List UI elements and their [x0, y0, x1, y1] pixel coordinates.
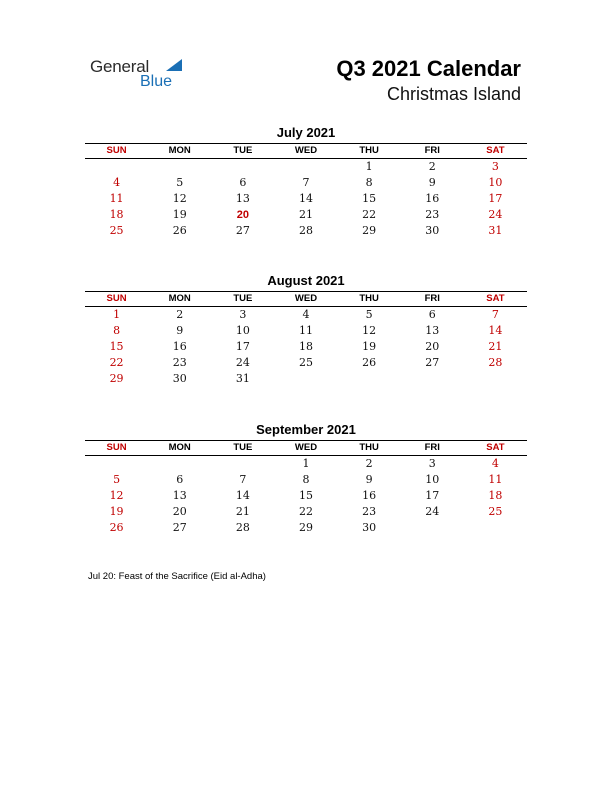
day-cell: 22: [109, 356, 124, 369]
day-cell: 28: [298, 224, 313, 237]
flag-icon: [166, 59, 182, 71]
week-row: [85, 520, 527, 536]
empty-day-cell: [274, 159, 337, 175]
day-cell: 27: [172, 521, 187, 534]
day-cell: 16: [425, 192, 440, 205]
day-cell: 2: [365, 457, 373, 470]
day-cell: 25: [109, 224, 124, 237]
day-cell: 30: [362, 521, 377, 534]
month-title: September 2021: [256, 422, 356, 437]
day-cell: 7: [302, 176, 310, 189]
day-cell: 10: [488, 176, 503, 189]
day-cell: 31: [488, 224, 503, 237]
day-cell: 3: [428, 457, 436, 470]
week-row: [85, 488, 527, 504]
month-title: August 2021: [267, 273, 345, 288]
day-cell: 23: [362, 505, 377, 518]
day-cell: 6: [239, 176, 247, 189]
weekday-label: SUN: [106, 145, 127, 156]
day-cell: 9: [428, 176, 436, 189]
day-cell: 7: [239, 473, 247, 486]
day-cell: 24: [235, 356, 250, 369]
day-cell: 17: [235, 340, 250, 353]
day-cell: 8: [365, 176, 373, 189]
day-cell: 13: [172, 489, 187, 502]
day-cell: 22: [362, 208, 377, 221]
week-row: [85, 207, 527, 223]
day-cell: 1: [302, 457, 310, 470]
brand-word-blue: Blue: [140, 73, 173, 90]
day-cell: 19: [109, 505, 124, 518]
day-cell: 9: [176, 324, 184, 337]
weekday-label: SUN: [106, 293, 127, 304]
week-row: [85, 339, 527, 355]
weekday-label: MON: [168, 442, 191, 453]
day-cell: 8: [113, 324, 121, 337]
brand-logo: [90, 56, 200, 96]
weekday-label: TUE: [233, 293, 253, 304]
holiday-notes: [88, 571, 266, 582]
day-cell: 19: [362, 340, 377, 353]
day-cell: 1: [113, 308, 121, 321]
day-cell: 27: [235, 224, 250, 237]
day-cell: 4: [491, 457, 499, 470]
day-cell: 26: [172, 224, 187, 237]
day-cell: 29: [109, 372, 124, 385]
day-cell: 14: [235, 489, 250, 502]
day-cell: 3: [239, 308, 247, 321]
weekday-label: WED: [294, 442, 318, 453]
empty-day-cell: [85, 456, 148, 472]
weekday-label: SUN: [106, 442, 127, 453]
month-july: [85, 125, 527, 239]
day-cell: 5: [176, 176, 184, 189]
weekday-header: [85, 292, 527, 307]
day-cell: 12: [362, 324, 377, 337]
day-cell: 5: [365, 308, 373, 321]
day-cell: 19: [172, 208, 187, 221]
weekday-label: WED: [294, 293, 318, 304]
weekday-label: FRI: [424, 442, 440, 453]
day-cell: 11: [298, 324, 313, 337]
day-cell: 20: [236, 209, 249, 221]
weekday-label: TUE: [233, 442, 253, 453]
week-row: [85, 456, 527, 472]
day-cell: 22: [298, 505, 313, 518]
day-cell: 3: [491, 160, 499, 173]
month-august: [85, 273, 527, 387]
weekday-label: MON: [168, 293, 191, 304]
weekday-header: [85, 441, 527, 456]
day-cell: 17: [425, 489, 440, 502]
brand-word-general: General: [90, 57, 150, 76]
weekday-label: SAT: [486, 293, 505, 304]
holiday-note: Jul 20: Feast of the Sacrifice (Eid al-Adha): [88, 571, 266, 582]
day-cell: 12: [109, 489, 124, 502]
day-cell: 2: [428, 160, 436, 173]
page-title: Q3 2021 Calendar: [336, 56, 521, 81]
empty-day-cell: [464, 371, 527, 387]
empty-day-cell: [401, 371, 464, 387]
month-september: [85, 422, 527, 536]
day-cell: 30: [425, 224, 440, 237]
day-cell: 16: [172, 340, 187, 353]
day-cell: 1: [365, 160, 373, 173]
empty-day-cell: [338, 371, 401, 387]
week-row: [85, 504, 527, 520]
day-cell: 11: [488, 473, 503, 486]
day-cell: 23: [172, 356, 187, 369]
week-row: [85, 223, 527, 239]
empty-day-cell: [211, 456, 274, 472]
week-row: [85, 323, 527, 339]
day-cell: 13: [235, 192, 250, 205]
month-weeks: [85, 159, 527, 239]
week-row: [85, 159, 527, 175]
week-row: [85, 355, 527, 371]
day-cell: 23: [425, 208, 440, 221]
day-cell: 20: [172, 505, 187, 518]
week-row: [85, 371, 527, 387]
day-cell: 28: [235, 521, 250, 534]
weekday-label: WED: [294, 145, 318, 156]
weekday-label: FRI: [424, 293, 440, 304]
day-cell: 26: [362, 356, 377, 369]
day-cell: 18: [109, 208, 124, 221]
empty-day-cell: [211, 159, 274, 175]
day-cell: 4: [302, 308, 310, 321]
day-cell: 20: [425, 340, 440, 353]
empty-day-cell: [85, 159, 148, 175]
day-cell: 17: [488, 192, 503, 205]
day-cell: 5: [113, 473, 121, 486]
day-cell: 10: [425, 473, 440, 486]
day-cell: 16: [362, 489, 377, 502]
day-cell: 15: [109, 340, 124, 353]
page-subtitle: Christmas Island: [386, 84, 521, 104]
weekday-label: MON: [168, 145, 191, 156]
day-cell: 25: [488, 505, 503, 518]
day-cell: 6: [176, 473, 184, 486]
day-cell: 15: [362, 192, 377, 205]
day-cell: 29: [362, 224, 377, 237]
weekday-label: THU: [359, 145, 379, 156]
weekday-label: FRI: [424, 145, 440, 156]
empty-day-cell: [401, 520, 464, 536]
day-cell: 6: [428, 308, 436, 321]
weekday-label: SAT: [486, 442, 505, 453]
weekday-label: TUE: [233, 145, 253, 156]
day-cell: 13: [425, 324, 440, 337]
day-cell: 10: [235, 324, 250, 337]
month-title: July 2021: [276, 125, 336, 140]
empty-day-cell: [148, 159, 211, 175]
week-row: [85, 307, 527, 323]
day-cell: 30: [172, 372, 187, 385]
day-cell: 7: [491, 308, 499, 321]
week-row: [85, 175, 527, 191]
day-cell: 25: [298, 356, 313, 369]
day-cell: 21: [298, 208, 313, 221]
weekday-label: THU: [359, 442, 379, 453]
empty-day-cell: [464, 520, 527, 536]
month-weeks: [85, 307, 527, 387]
day-cell: 18: [488, 489, 503, 502]
day-cell: 24: [488, 208, 503, 221]
day-cell: 21: [235, 505, 250, 518]
day-cell: 21: [488, 340, 503, 353]
day-cell: 26: [109, 521, 124, 534]
empty-day-cell: [274, 371, 337, 387]
week-row: [85, 191, 527, 207]
day-cell: 28: [488, 356, 503, 369]
month-weeks: [85, 456, 527, 536]
day-cell: 24: [425, 505, 440, 518]
day-cell: 11: [109, 192, 124, 205]
weekday-label: SAT: [486, 145, 505, 156]
weekday-header: [85, 144, 527, 159]
day-cell: 14: [488, 324, 503, 337]
weekday-label: THU: [359, 293, 379, 304]
empty-day-cell: [148, 456, 211, 472]
day-cell: 18: [298, 340, 313, 353]
day-cell: 4: [113, 176, 121, 189]
day-cell: 31: [235, 372, 250, 385]
day-cell: 15: [298, 489, 313, 502]
day-cell: 27: [425, 356, 440, 369]
day-cell: 14: [298, 192, 313, 205]
day-cell: 29: [298, 521, 313, 534]
day-cell: 9: [365, 473, 373, 486]
day-cell: 12: [172, 192, 187, 205]
week-row: [85, 472, 527, 488]
day-cell: 8: [302, 473, 310, 486]
day-cell: 2: [176, 308, 184, 321]
